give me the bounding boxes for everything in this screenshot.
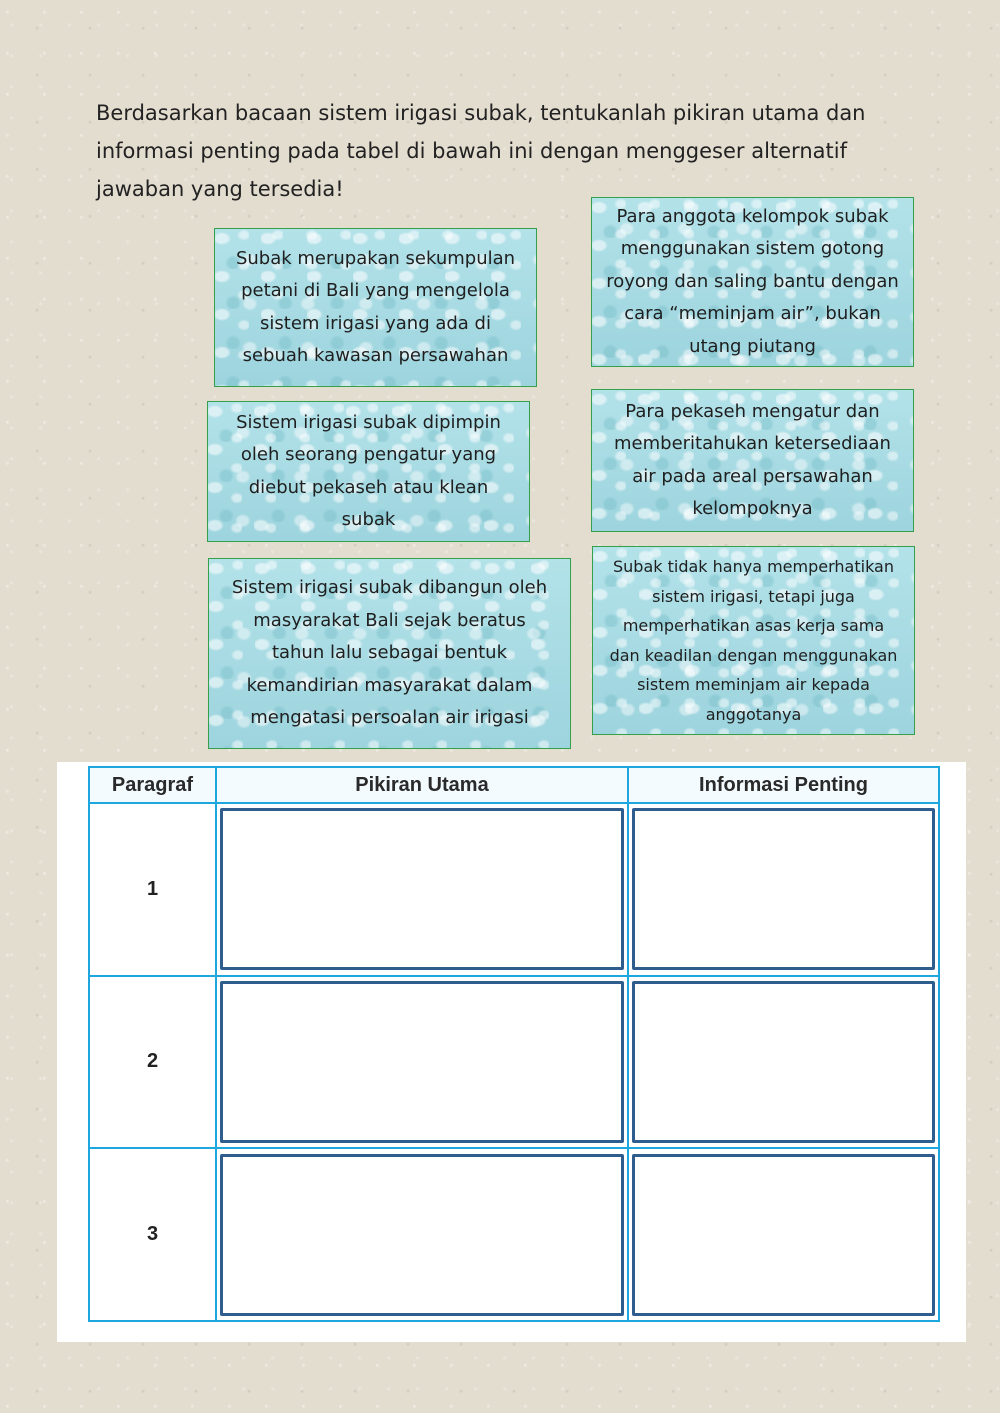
answer-card-2[interactable]	[591, 197, 914, 367]
answer-table	[88, 766, 940, 1322]
table-row	[89, 803, 939, 976]
drop-slot-informasi-penting-2[interactable]	[632, 981, 935, 1143]
answer-card-2-text: Para anggota kelompok subak menggunakan sistem gotong royong dan saling bantu dengan cara “meminjam air”, bukan utang piutang	[606, 205, 899, 357]
table-row	[89, 1148, 939, 1321]
answer-card-6-text: Subak tidak hanya memperhatikan sistem irigasi, tetapi juga memperhatikan asas kerja sama dan keadilan dengan menggunakan sistem meminjam air kepada anggotanya	[609, 557, 898, 724]
answer-card-5-text: Sistem irigasi subak dibangun oleh masyarakat Bali sejak beratus tahun lalu sebagai bentuk kemandirian masyarakat dalam mengatasi persoalan air irigasi	[231, 577, 548, 729]
answer-card-4-text: Para pekaseh mengatur dan memberitahukan ketersediaan air pada areal persawahan kelompoknya	[614, 400, 891, 519]
row-number: 2	[89, 976, 216, 1149]
answer-card-5[interactable]	[208, 558, 571, 749]
header-pikiran-utama: Pikiran Utama	[216, 767, 628, 803]
drop-slot-pikiran-utama-1[interactable]	[220, 808, 624, 970]
answer-table-panel	[57, 762, 966, 1342]
drop-slot-informasi-penting-1[interactable]	[632, 808, 935, 970]
answer-card-6[interactable]	[592, 546, 915, 735]
header-paragraf: Paragraf	[89, 767, 216, 803]
table-row	[89, 976, 939, 1149]
answer-card-3[interactable]	[207, 401, 530, 542]
row-number: 1	[89, 803, 216, 976]
drop-slot-pikiran-utama-2[interactable]	[220, 981, 624, 1143]
answer-card-1-text: Subak merupakan sekumpulan petani di Bali yang mengelola sistem irigasi yang ada di sebuah kawasan persawahan	[235, 247, 516, 366]
instruction-text: Berdasarkan bacaan sistem irigasi subak, tentukanlah pikiran utama dan informasi penting pada tabel di bawah ini dengan menggeser alternatif jawaban yang tersedia!	[96, 101, 866, 201]
answer-card-4[interactable]	[591, 389, 914, 532]
answer-card-1[interactable]	[214, 228, 537, 387]
row-number: 3	[89, 1148, 216, 1321]
header-informasi-penting: Informasi Penting	[628, 767, 939, 803]
drop-slot-informasi-penting-3[interactable]	[632, 1154, 935, 1316]
table-header-row	[89, 767, 939, 803]
answer-card-3-text: Sistem irigasi subak dipimpin oleh seorang pengatur yang diebut pekaseh atau klean subak	[236, 411, 501, 530]
drop-slot-pikiran-utama-3[interactable]	[220, 1154, 624, 1316]
